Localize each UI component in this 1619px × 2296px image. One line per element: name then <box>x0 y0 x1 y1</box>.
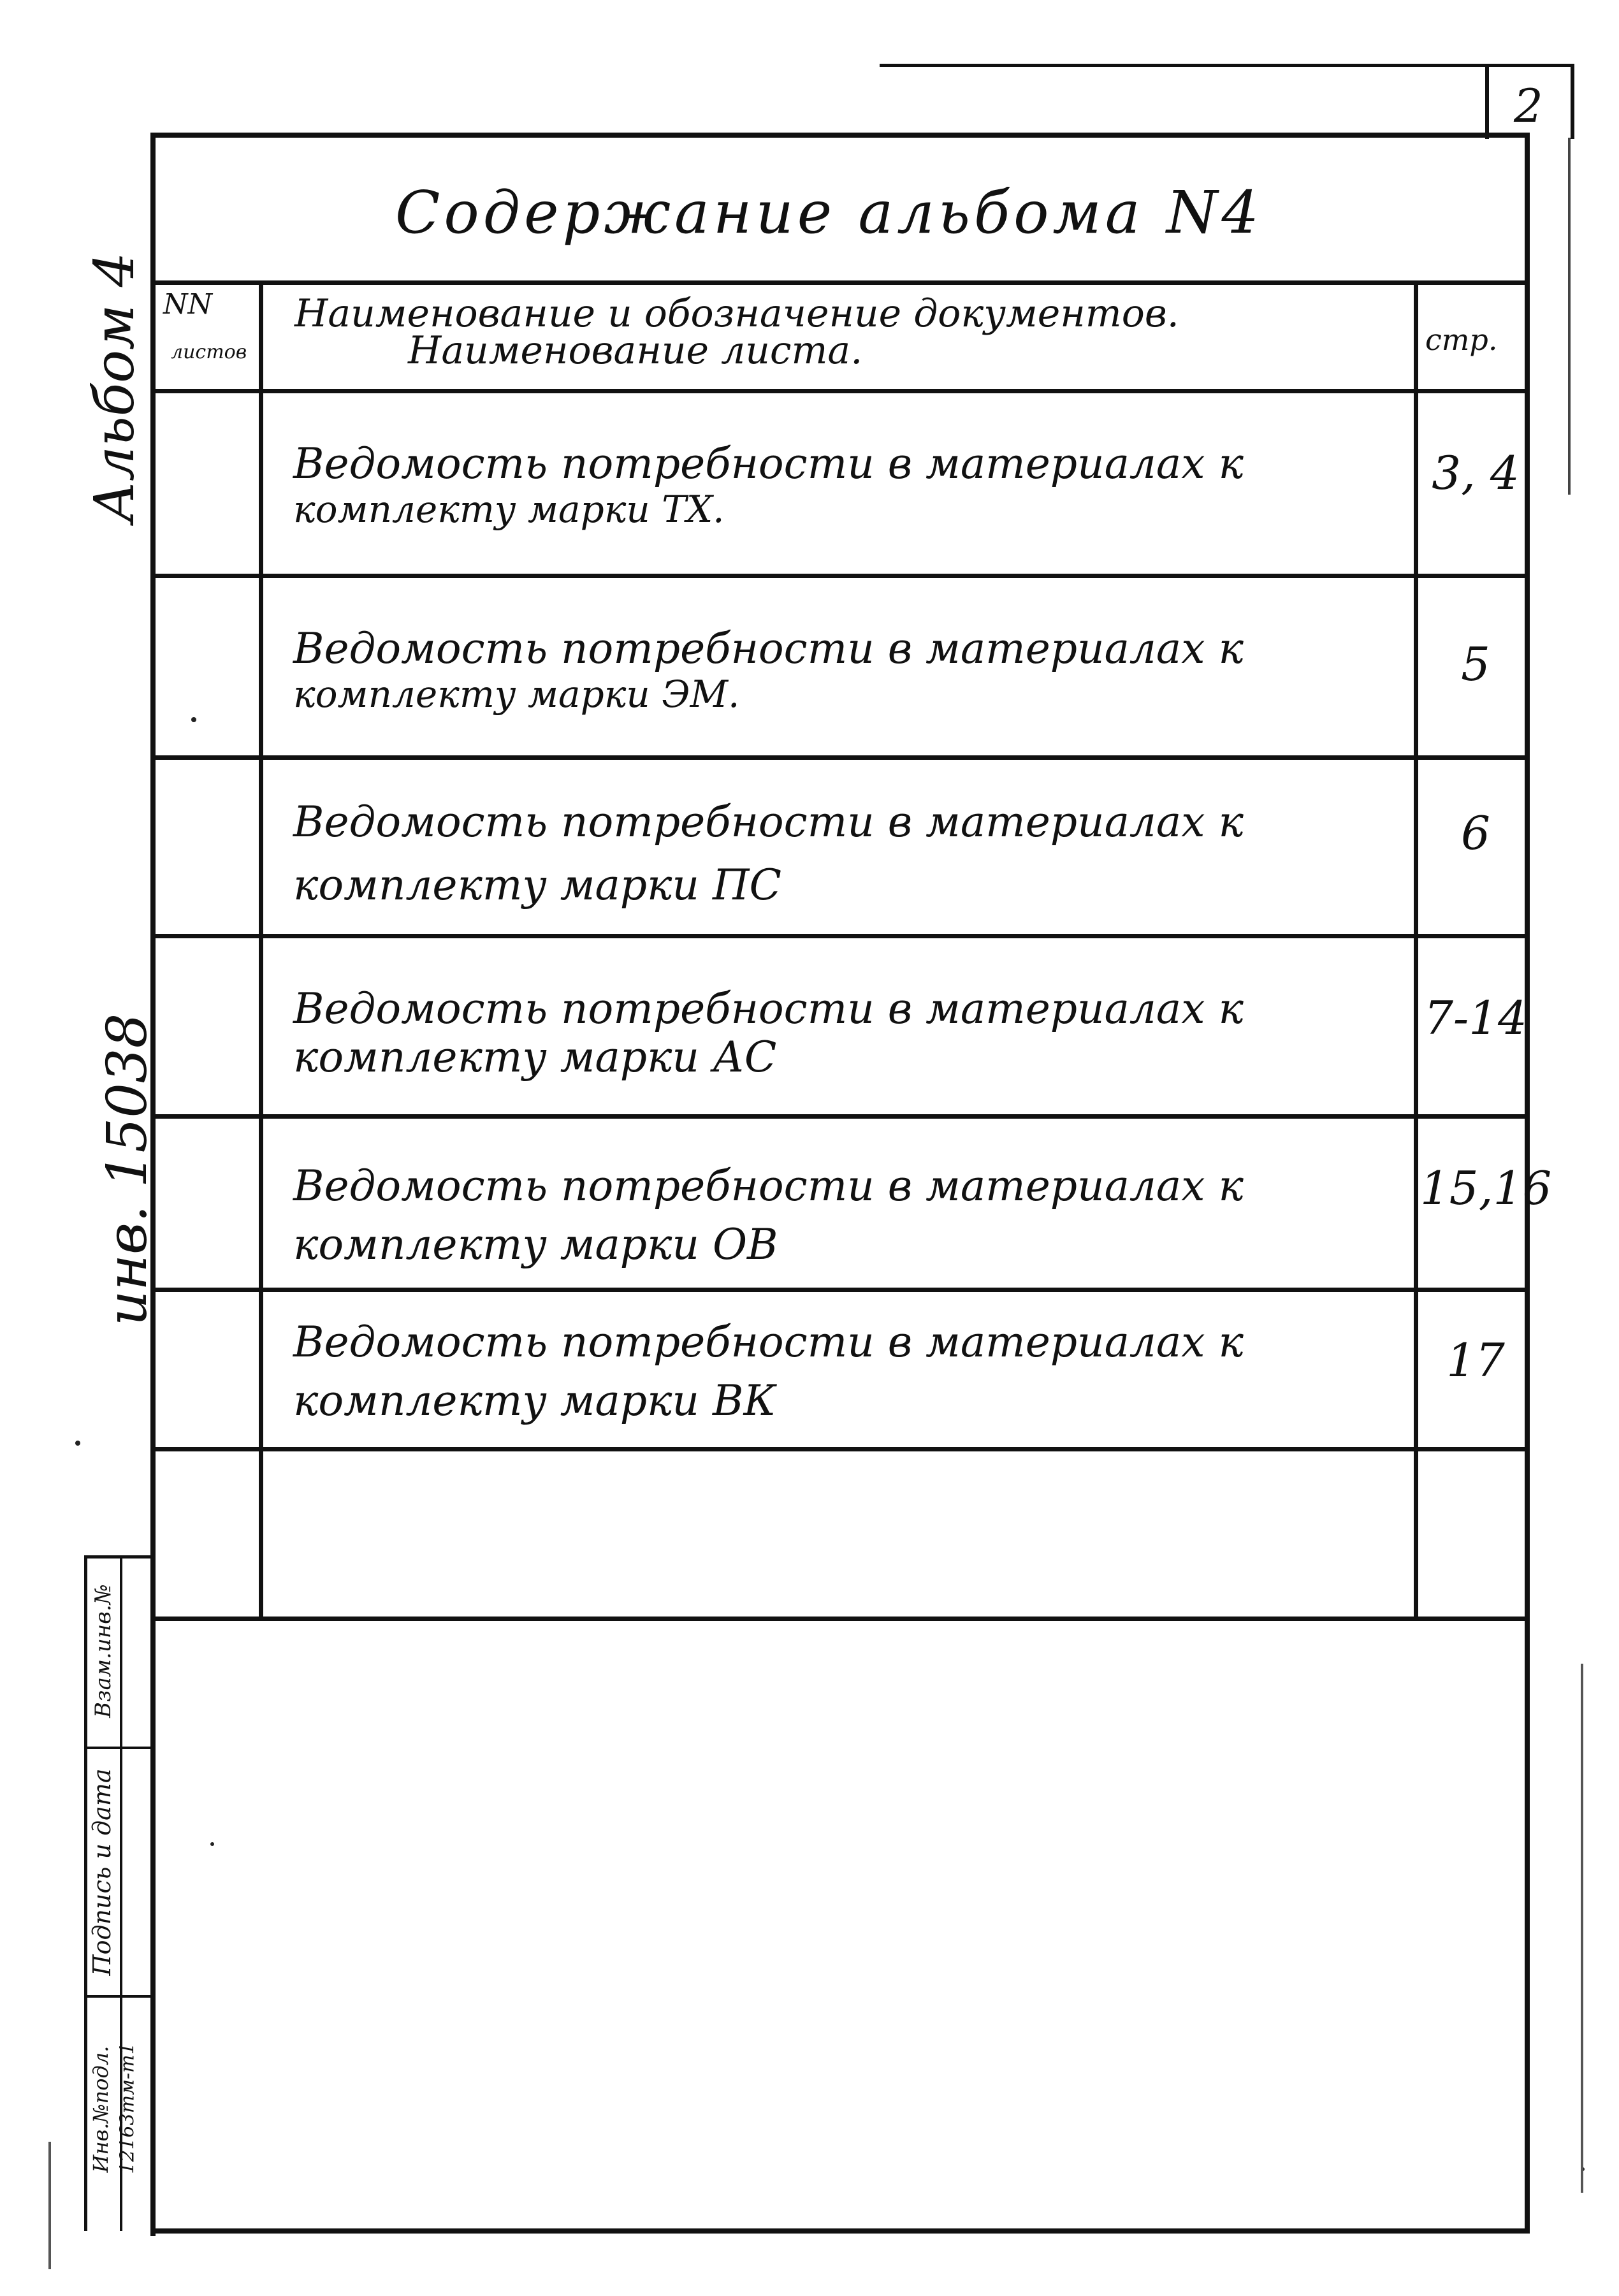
sheet-number: 2 <box>1514 79 1543 133</box>
header-name-line1: Наименование и обозначение документов. <box>294 291 1179 336</box>
scan-mark <box>48 2142 51 2269</box>
row-divider <box>153 755 1530 760</box>
row-pages: 6 <box>1461 806 1490 860</box>
row-text-line1: Ведомость потребности в материалах к <box>293 1161 1244 1210</box>
row-text-line2: комплекту марки ЭМ. <box>293 672 740 716</box>
header-nn: NN <box>163 288 212 321</box>
row-pages: 7-14 <box>1424 991 1527 1045</box>
header-sheets: листов <box>171 341 247 363</box>
album-margin-note: Альбом 4 <box>83 252 147 523</box>
table-row <box>293 790 1244 917</box>
row-text-line2: комплекту марки АС <box>293 1032 777 1082</box>
col-divider-pages <box>1414 280 1418 1619</box>
stamp-inv-label: Инв.№подл. <box>89 2045 113 2173</box>
frame-bottom-line <box>150 2228 1530 2234</box>
header-name-line2: Наименование листа. <box>408 328 863 373</box>
stamp-divider-1 <box>84 1747 153 1749</box>
header-divider <box>153 389 1530 393</box>
stamp-signature-label: Подпись и дата <box>88 1768 116 1976</box>
row-pages: 15,16 <box>1420 1161 1552 1215</box>
header-pages: стр. <box>1425 323 1498 357</box>
row-divider <box>153 1114 1530 1119</box>
row-divider <box>153 574 1530 578</box>
row-text-line1: Ведомость потребности в материалах к <box>293 797 1244 846</box>
sheet-number-box-left <box>1485 64 1489 139</box>
stamp-top-line <box>84 1555 153 1559</box>
table-row <box>293 1157 1244 1275</box>
top-short-line <box>880 64 1574 67</box>
document-title: Содержание альбома N4 <box>395 178 1263 247</box>
row-text-line2: комплекту марки ПС <box>293 861 781 910</box>
stamp-replace-label: Взам.инв.№ <box>91 1584 116 1718</box>
row-text-line1: Ведомость потребности в материалах к <box>293 1318 1244 1367</box>
row-text-line1: Ведомость потребности в материалах к <box>293 984 1244 1033</box>
table-row <box>293 985 1244 1082</box>
stamp-left-line <box>84 1555 87 2231</box>
row-divider <box>153 934 1530 938</box>
row-pages: 5 <box>1461 637 1490 691</box>
scan-speck <box>210 1842 214 1846</box>
row-text-line2: комплекту марки ОВ <box>293 1220 778 1270</box>
scan-speck <box>191 717 196 722</box>
row-divider <box>153 1288 1530 1292</box>
table-bottom-line <box>153 1617 1530 1621</box>
stamp-divider-2 <box>84 1995 153 1998</box>
col-divider-nn <box>259 280 263 1619</box>
row-text-line2: комплекту марки ВК <box>293 1376 776 1426</box>
table-row <box>293 440 1244 531</box>
row-text-line1: Ведомость потребности в материалах к <box>293 439 1244 488</box>
row-pages: 17 <box>1446 1333 1505 1387</box>
row-text-line2: комплекту марки ТХ. <box>293 487 725 531</box>
row-text-line1: Ведомость потребности в материалах к <box>293 624 1244 673</box>
table-row <box>293 1313 1244 1431</box>
inventory-margin-note: инв. 15038 <box>96 1013 159 1326</box>
row-divider <box>153 1447 1530 1451</box>
scan-speck <box>75 1441 80 1446</box>
table-row <box>293 625 1244 716</box>
scan-mark <box>1568 138 1571 495</box>
stamp-inv-value: 12163тм-т1 <box>116 2042 139 2174</box>
title-divider <box>153 280 1530 285</box>
frame-top-line <box>153 133 1530 138</box>
scan-mark <box>1581 1664 1583 2193</box>
sheet-number-box-right <box>1571 64 1574 139</box>
row-pages: 3, 4 <box>1432 446 1520 500</box>
